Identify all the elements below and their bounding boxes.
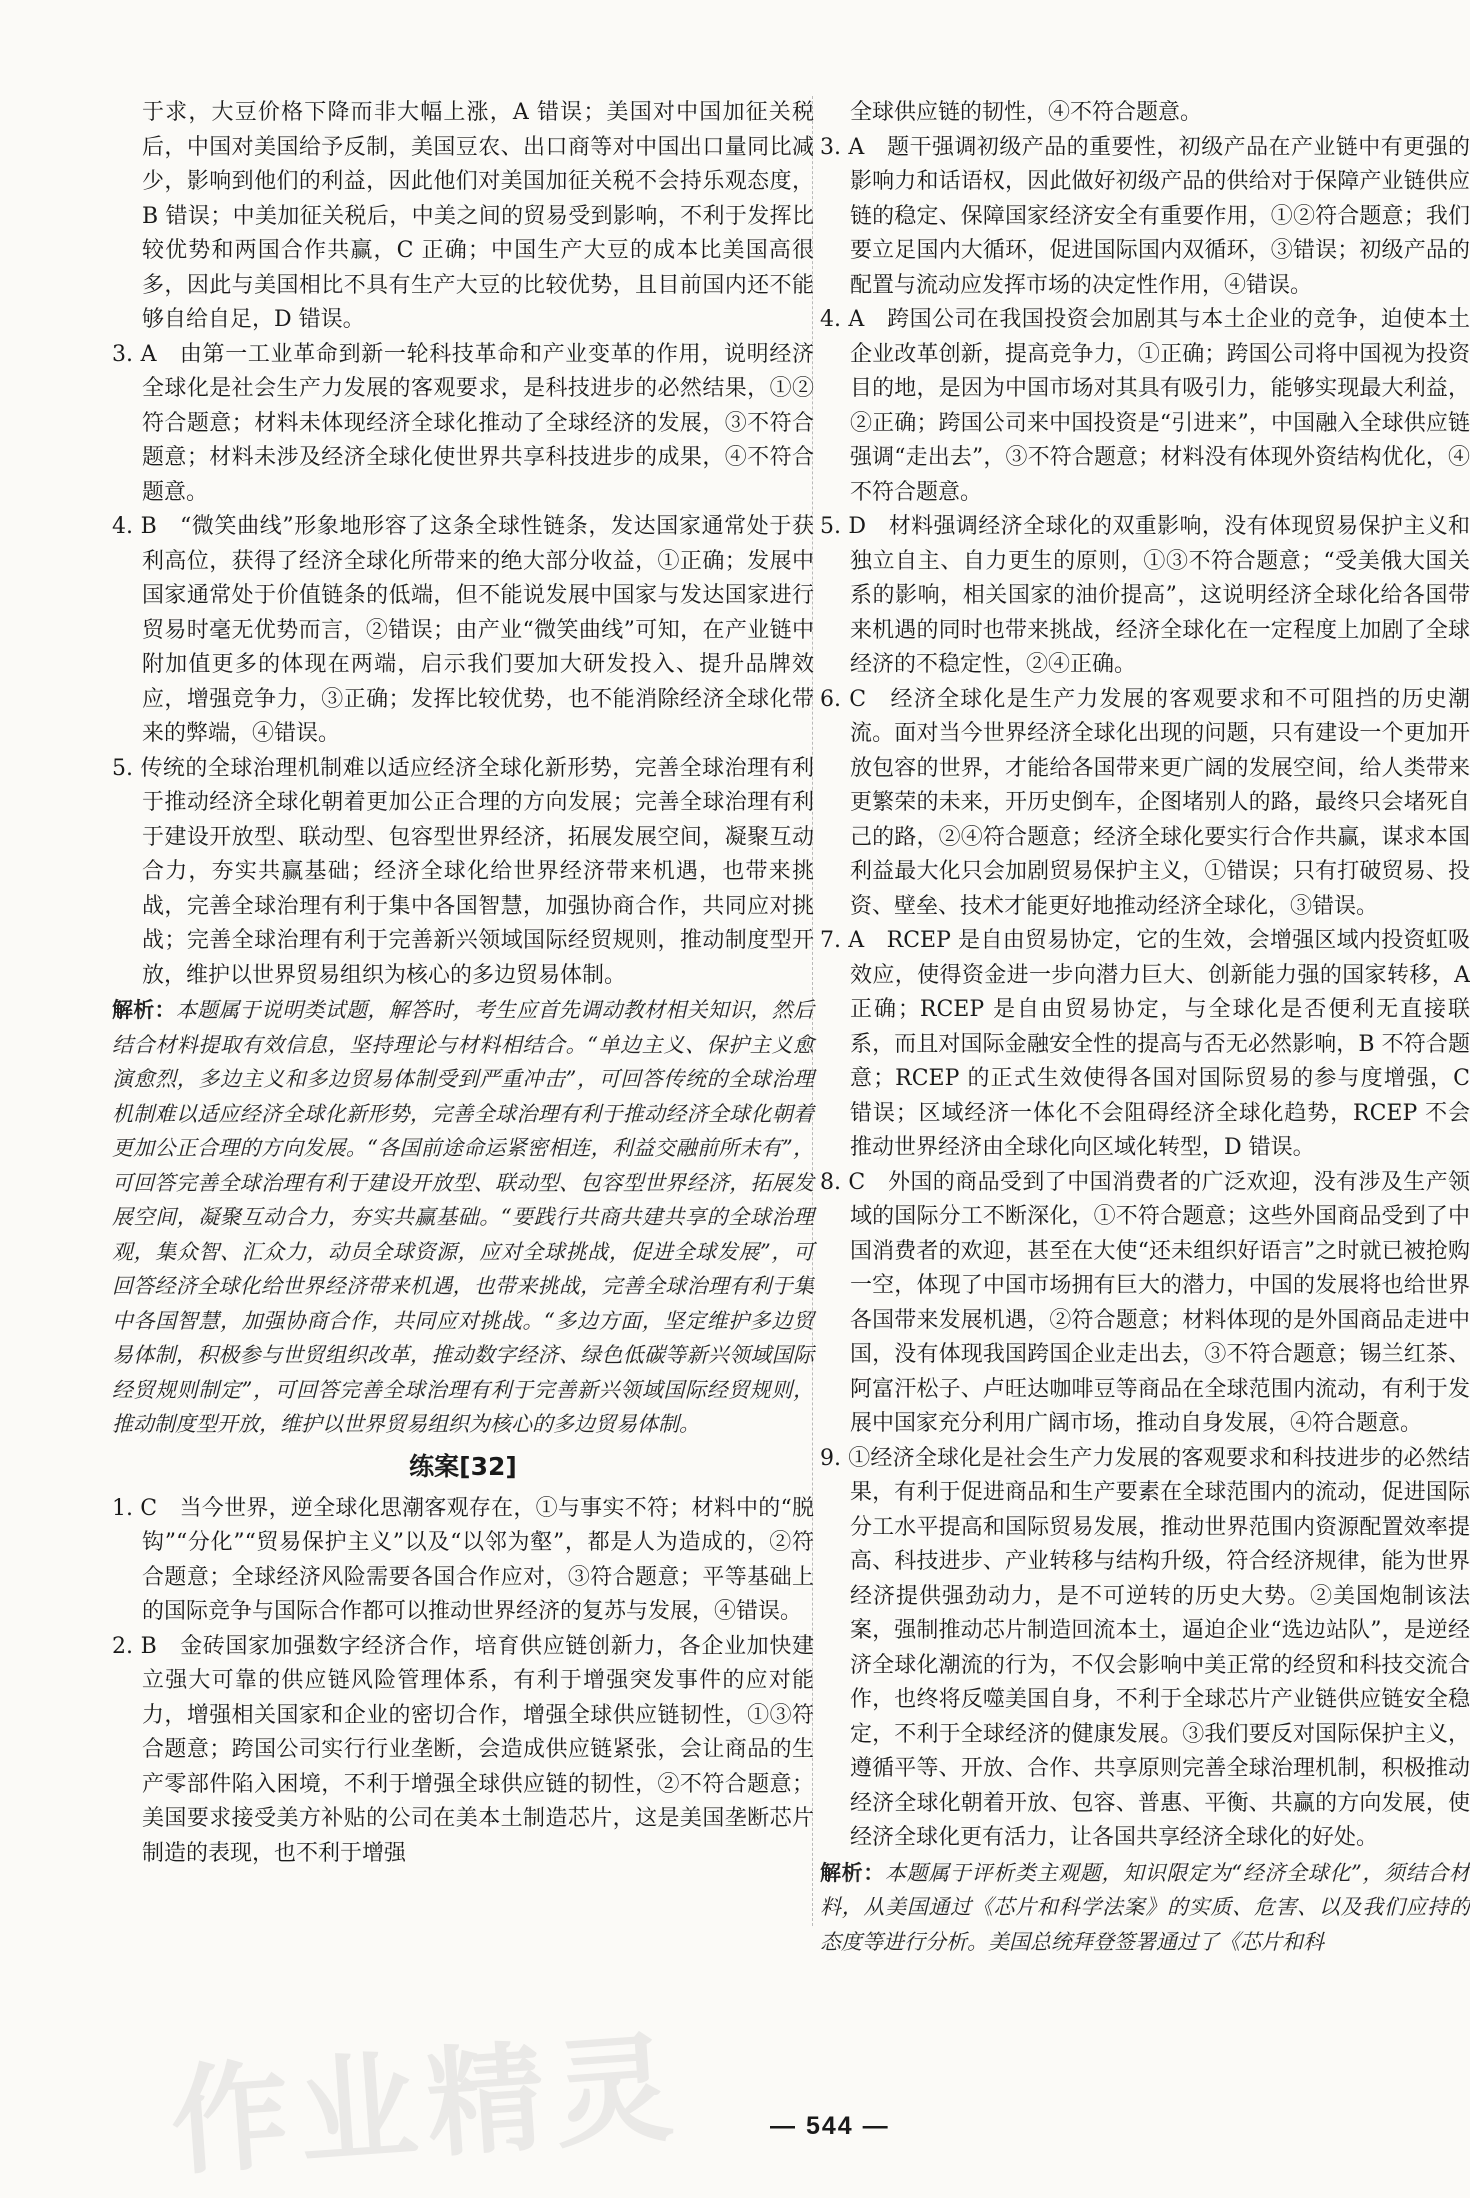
- page-number: — 544 —: [770, 2112, 890, 2140]
- analysis-label: 解析：: [820, 1859, 885, 1885]
- section-title: 练案[32]: [409, 1451, 517, 1481]
- analysis-label: 解析：: [112, 997, 176, 1022]
- answer-item-5: 5. 传统的全球治理机制难以适应经济全球化新形势，完善全球治理有利于推动经济全球化朝着更加公正合理的方向发展；完善全球治理有利于建设开放型、联动型、包容型世界经济，拓展发展空间，凝聚互动合力，夯实共赢基础；经济全球化给世界经济带来机遇，也带来挑战，完善全球治理有利于集中各国智慧，加强协商合作，共同应对挑战；完善全球治理有利于完善新兴领域国际经贸规则，推动制度型开放，维护以世界贸易组织为核心的多边贸易体制。: [112, 755, 814, 988]
- exercise-item-8: 8. C 外国的商品受到了中国消费者的广泛欢迎，没有涉及生产领域的国际分工不断深化，①不符合题意；这些外国商品受到了中国消费者的欢迎，甚至在大使“还未组织好语言”之时就已被抢购一空，体现了中国市场拥有巨大的潜力，中国的发展将也给世界各国带来发展机遇，②符合题意；材料体现的是外国商品走进中国，没有体现我国跨国企业走出去，③不符合题意；锡兰红茶、阿富汗松子、卢旺达咖啡豆等商品在全球范围内流动，有利于发展中国家充分利用广阔市场，推动自身发展，④符合题意。: [820, 1169, 1470, 1436]
- exercise-item-6: 6. C 经济全球化是生产力发展的客观要求和不可阻挡的历史潮流。面对当今世界经济全球化出现的问题，只有建设一个更加开放包容的世界，才能给各国带来更广阔的发展空间，给人类带来更繁荣的未来，开历史倒车，企图堵别人的路，最终只会堵死自己的路，②④符合题意；经济全球化要实行合作共赢，谋求本国利益最大化只会加剧贸易保护主义，①错误；只有打破贸易、投资、壁垒、技术才能更好地推动经济全球化，③错误。: [820, 686, 1470, 919]
- left-column: [112, 96, 814, 1871]
- watermark: 作业精灵: [166, 2018, 687, 2192]
- answer-continuation: 全球供应链的韧性，④不符合题意。: [850, 100, 1203, 125]
- exercise-item-1: 1. C 当今世界，逆全球化思潮客观存在，①与事实不符；材料中的“脱钩”“分化”“贸易保护主义”以及“以邻为壑”，都是人为造成的，②符合题意；全球经济风险需要各国合作应对，③符合题意；平等基础上的国际竞争与国际合作都可以推动世界经济的复苏与发展，④错误。: [112, 1495, 814, 1624]
- exercise-item-3: 3. A 题干强调初级产品的重要性，初级产品在产业链中有更强的影响力和话语权，因此做好初级产品的供给对于保障产业链供应链的稳定、保障国家经济安全有重要作用，①②符合题意；我们要立足国内大循环，促进国际国内双循环，③错误；初级产品的配置与流动应发挥市场的决定性作用，④错误。: [820, 134, 1470, 298]
- analysis-block: [112, 993, 814, 1442]
- exercise-item-5: 5. D 材料强调经济全球化的双重影响，没有体现贸易保护主义和独立自主、自力更生的原则，①③不符合题意；“受美俄大国关系的影响，相关国家的油价提高”，这说明经济全球化给各国带来机遇的同时也带来挑战，经济全球化在一定程度上加剧了全球经济的不稳定性，②④正确。: [820, 514, 1470, 677]
- answer-item-4: 4. B “微笑曲线”形象地形容了这条全球性链条，发达国家通常处于获利高位，获得了经济全球化所带来的绝大部分收益，①正确；发展中国家通常处于价值链条的低端，但不能说发展中国家与发达国家进行贸易时毫无优势而言，②错误；由产业“微笑曲线”可知，在产业链中附加值更多的体现在两端，启示我们要加大研发投入、提升品牌效应，增强竞争力，③正确；发挥比较优势，也不能消除经济全球化带来的弊端，④错误。: [112, 514, 814, 746]
- answer-continuation: 于求，大豆价格下降而非大幅上涨，A 错误；美国对中国加征关税后，中国对美国给予反制，美国豆农、出口商等对中国出口量同比减少，影响到他们的利益，因此他们对美国加征关税不会持乐观态度，B 错误；中美加征关税后，中美之间的贸易受到影响，不利于发挥比较优势和两国合作共赢，C 正确；中国生产大豆的成本比美国高很多，因此与美国相比不具有生产大豆的比较优势，且目前国内还不能够自给自足，D 错误。: [142, 100, 814, 332]
- analysis-block: [820, 1856, 1470, 1960]
- exercise-item-9: 9. ①经济全球化是社会生产力发展的客观要求和科技进步的必然结果，有利于促进商品和生产要素在全球范围内的流动，促进国际分工水平提高和国际贸易发展，推动世界范围内资源配置效率提高、科技进步、产业转移与结构升级，符合经济规律，能为世界经济提供强劲动力，是不可逆转的历史大势。②美国炮制该法案，强制推动芯片制造回流本土，逼迫企业“选边站队”，是逆经济全球化潮流的行为，不仅会影响中美正常的经贸和科技交流合作，也终将反噬美国自身，不利于全球芯片产业链供应链安全稳定，不利于全球经济的健康发展。③我们要反对国际保护主义，遵循平等、开放、合作、共享原则完善全球治理机制，积极推动经济全球化朝着开放、包容、普惠、平衡、共赢的方向发展，使经济全球化更有活力，让各国共享经济全球化的好处。: [820, 1445, 1470, 1850]
- exercise-item-2: 2. B 金砖国家加强数字经济合作，培育供应链创新力，各企业加快建立强大可靠的供应链风险管理体系，有利于增强突发事件的应对能力，增强相关国家和企业的密切合作，增强全球供应链韧性，①③符合题意；跨国公司实行行业垄断，会造成供应链紧张，会让商品的生产零部件陷入困境，不利于增强全球供应链的韧性，②不符合题意；美国要求接受美方补贴的公司在美本土制造芯片，这是美国垄断芯片制造的表现，也不利于增强: [112, 1633, 814, 1866]
- answer-item-3: 3. A 由第一工业革命到新一轮科技革命和产业变革的作用，说明经济全球化是社会生产力发展的客观要求，是科技进步的必然结果，①②符合题意；材料未体现经济全球化推动了全球经济的发展，③不符合题意；材料未涉及经济全球化使世界共享科技进步的成果，④不符合题意。: [112, 341, 814, 505]
- exercise-item-7: 7. A RCEP 是自由贸易协定，它的生效，会增强区域内投资虹吸效应，使得资金进一步向潜力巨大、创新能力强的国家转移，A 正确；RCEP 是自由贸易协定，与全球化是否便利无直接联系，而且对国际金融安全性的提高与否无必然影响，B 不符合题意；RCEP 的正式生效使得各国对国际贸易的参与度增强，C 错误；区域经济一体化不会阻碍经济全球化趋势，RCEP 不会推动世界经济由全球化向区域化转型，D 错误。: [820, 928, 1470, 1160]
- right-column: [820, 96, 1470, 1959]
- exercise-item-4: 4. A 跨国公司在我国投资会加剧其与本土企业的竞争，迫使本土企业改革创新，提高竞争力，①正确；跨国公司将中国视为投资目的地，是因为中国市场对其具有吸引力，能够实现最大利益，②正确；跨国公司来中国投资是“引进来”，中国融入全球供应链强调“走出去”，③不符合题意；材料没有体现外资结构优化，④不符合题意。: [820, 307, 1470, 505]
- analysis-text: 本题属于说明类试题，解答时，考生应首先调动教材相关知识，然后结合材料提取有效信息，坚持理论与材料相结合。“单边主义、保护主义愈演愈烈，多边主义和多边贸易体制受到严重冲击”，可回答传统的全球治理机制难以适应经济全球化新形势，完善全球治理有利于推动经济全球化朝着更加公正合理的方向发展。“各国前途命运紧密相连，利益交融前所未有”，可回答完善全球治理有利于建设开放型、联动型、包容型世界经济，拓展发展空间，凝聚互动合力，夯实共赢基础。“要践行共商共建共享的全球治理观，集众智、汇众力，动员全球资源，应对全球挑战，促进全球发展”，可回答经济全球化给世界经济带来机遇，也带来挑战，完善全球治理有利于集中各国智慧，加强协商合作，共同应对挑战。“多边方面，坚定维护多边贸易体制，积极参与世贸组织改革，推动数字经济、绿色低碳等新兴领域国际经贸规则制定”，可回答完善全球治理有利于完善新兴领域国际经贸规则，推动制度型开放，维护以世界贸易组织为核心的多边贸易体制。: [112, 998, 814, 1436]
- analysis-text: 本题属于评析类主观题，知识限定为“经济全球化”，须结合材料，从美国通过《芯片和科学法案》的实质、危害、以及我们应持的态度等进行分析。美国总统拜登签署通过了《芯片和科: [820, 1860, 1470, 1954]
